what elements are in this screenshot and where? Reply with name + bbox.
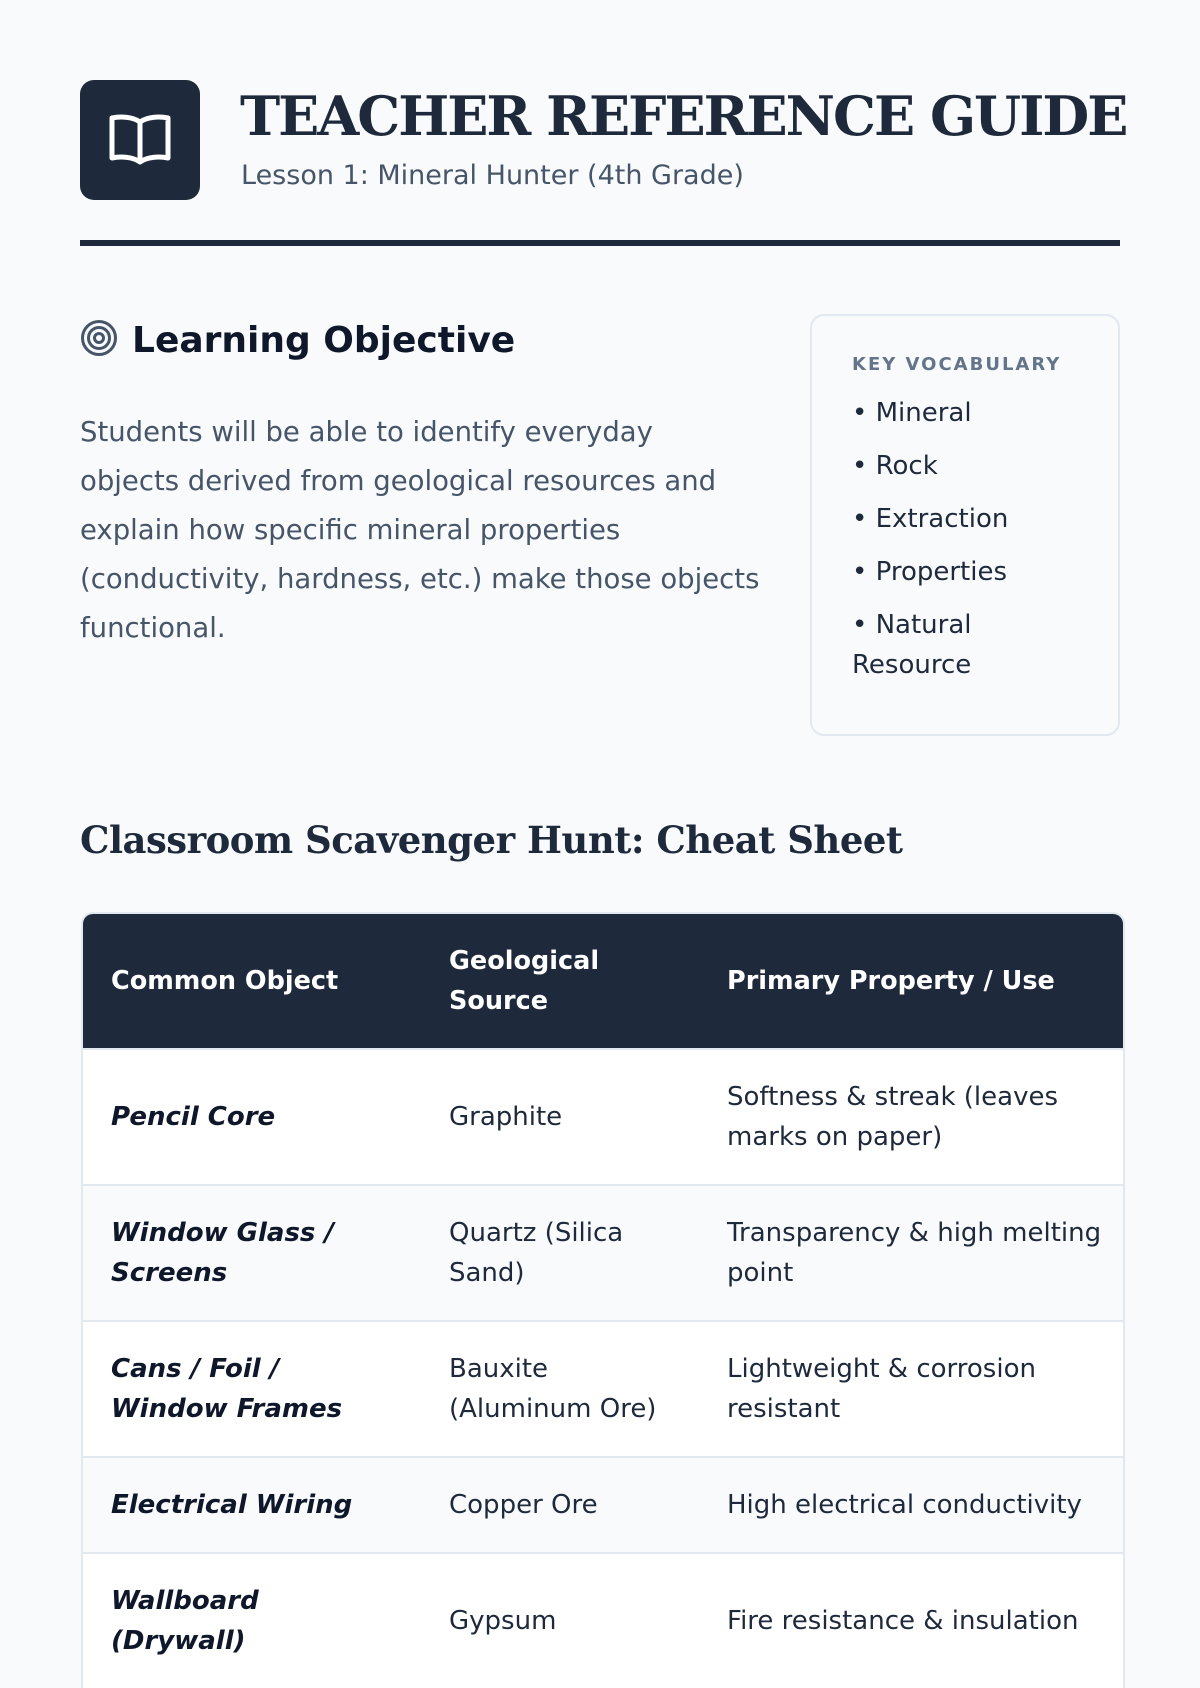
- vocab-item: • Rock: [852, 451, 938, 481]
- target-icon: [80, 319, 118, 361]
- cheat-sheet-title: Classroom Scavenger Hunt: Cheat Sheet: [80, 818, 903, 862]
- page-header: [80, 80, 1127, 200]
- property-cell: Lightweight & corrosion resistant: [699, 1321, 1123, 1457]
- key-vocabulary-title: KEY VOCABULARY: [852, 354, 1062, 375]
- lesson-subtitle: Lesson 1: Mineral Hunter (4th Grade): [241, 160, 744, 191]
- column-header-source: Geological Source: [421, 914, 699, 1049]
- open-book-icon: [80, 80, 200, 200]
- column-header-property: Primary Property / Use: [699, 914, 1123, 1049]
- key-vocabulary-card: [810, 314, 1120, 736]
- vocab-item: • Natural Resource: [852, 610, 972, 680]
- source-cell: Bauxite (Aluminum Ore): [421, 1321, 699, 1457]
- table-row: [83, 1049, 1123, 1185]
- source-cell: Graphite: [421, 1049, 699, 1185]
- object-cell: Pencil Core: [83, 1049, 421, 1185]
- source-cell: Quartz (Silica Sand): [421, 1185, 699, 1321]
- cheat-sheet-table: [81, 912, 1125, 1688]
- property-cell: Softness & streak (leaves marks on paper): [699, 1049, 1123, 1185]
- table-header-row: [83, 914, 1123, 1049]
- object-cell: Electrical Wiring: [83, 1457, 421, 1553]
- table-row: [83, 1553, 1123, 1688]
- property-cell: Fire resistance & insulation: [699, 1553, 1123, 1688]
- table-row: [83, 1457, 1123, 1553]
- objective-heading: [80, 315, 515, 365]
- source-cell: Gypsum: [421, 1553, 699, 1688]
- vocab-item: • Properties: [852, 557, 1008, 587]
- table-row: [83, 1321, 1123, 1457]
- objective-body: Students will be able to identify everyday objects derived from geological resources and explain how specific mineral properties (conductivity, hardness, etc.) make those objects functional.: [80, 416, 760, 644]
- column-header-object: Common Object: [83, 914, 421, 1049]
- header-divider: [80, 240, 1120, 246]
- object-cell: Window Glass / Screens: [83, 1185, 421, 1321]
- table-row: [83, 1185, 1123, 1321]
- object-cell: Cans / Foil / Window Frames: [83, 1321, 421, 1457]
- objective-heading-text: Learning Objective: [132, 319, 516, 361]
- page-title: TEACHER REFERENCE GUIDE: [240, 84, 1127, 148]
- vocab-item: • Extraction: [852, 504, 1009, 534]
- property-cell: High electrical conductivity: [699, 1457, 1123, 1553]
- object-cell: Wallboard (Drywall): [83, 1553, 421, 1688]
- property-cell: Transparency & high melting point: [699, 1185, 1123, 1321]
- vocab-item: • Mineral: [852, 398, 972, 428]
- source-cell: Copper Ore: [421, 1457, 699, 1553]
